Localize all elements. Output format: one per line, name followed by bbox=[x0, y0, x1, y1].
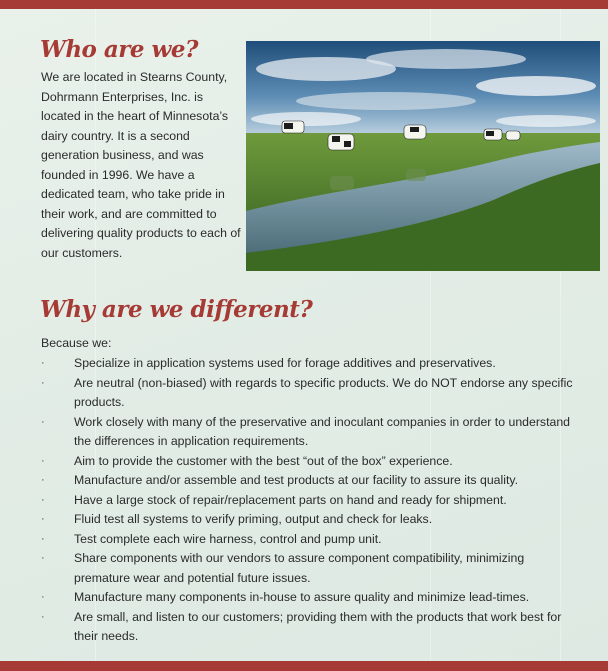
reasons-list bbox=[41, 354, 581, 647]
list-item: · Are neutral (non-biased) with regards to specific products. We do NOT endorse any specific products. bbox=[41, 375, 573, 409]
bullet-icon: · bbox=[41, 493, 45, 506]
list-item: · Work closely with many of the preservative and inoculant companies in order to understand the differences in application requirements. bbox=[41, 414, 571, 448]
list-item: · Fluid test all systems to verify priming, output and check for leaks. bbox=[41, 510, 581, 530]
list-item: · Test complete each wire harness, control and pump unit. bbox=[41, 530, 581, 550]
because-label: Because we: bbox=[41, 336, 112, 350]
why-different-heading: Why are we different? bbox=[40, 296, 313, 323]
bullet-icon: · bbox=[41, 513, 45, 525]
bullet-icon: · bbox=[41, 532, 45, 545]
bullet-icon: · bbox=[41, 591, 45, 603]
list-item: · Are small, and listen to our customers; providing them with the products that work best for their needs. bbox=[41, 609, 562, 643]
about-paragraph: We are located in Stearns County, Dohrmann Enterprises, Inc. is located in the heart of Minnesota’s dairy country. It is a second generation business, and was founded in 1996. We have a dedicated team, who take pride in their work, and are committed to delivering quality products to each of our customers. bbox=[41, 70, 241, 260]
bullet-icon: · bbox=[41, 357, 45, 369]
bullet-icon: · bbox=[41, 474, 45, 486]
list-item: · Share components with our vendors to assure component compatibility, minimizing premature wear and potential future issues. bbox=[41, 551, 525, 585]
list-item: · Specialize in application systems used for forage additives and preservatives. bbox=[41, 354, 581, 374]
bullet-icon: · bbox=[41, 610, 45, 623]
bottom-accent-bar bbox=[0, 661, 608, 671]
list-item: · Have a large stock of repair/replacement parts on hand and ready for shipment. bbox=[41, 491, 581, 511]
bullet-icon: · bbox=[41, 552, 45, 564]
top-accent-bar bbox=[0, 0, 608, 9]
who-are-we-heading: Who are we? bbox=[40, 36, 198, 63]
list-item: · Aim to provide the customer with the best “out of the box” experience. bbox=[41, 452, 581, 472]
bullet-icon: · bbox=[41, 454, 45, 467]
list-item: · Manufacture many components in-house to assure quality and minimize lead-times. bbox=[41, 588, 581, 608]
list-item: · Manufacture and/or assemble and test products at our facility to assure its quality. bbox=[41, 471, 581, 491]
bullet-icon: · bbox=[41, 415, 45, 428]
dairy-cows-photo bbox=[246, 41, 600, 271]
bullet-icon: · bbox=[41, 376, 45, 389]
